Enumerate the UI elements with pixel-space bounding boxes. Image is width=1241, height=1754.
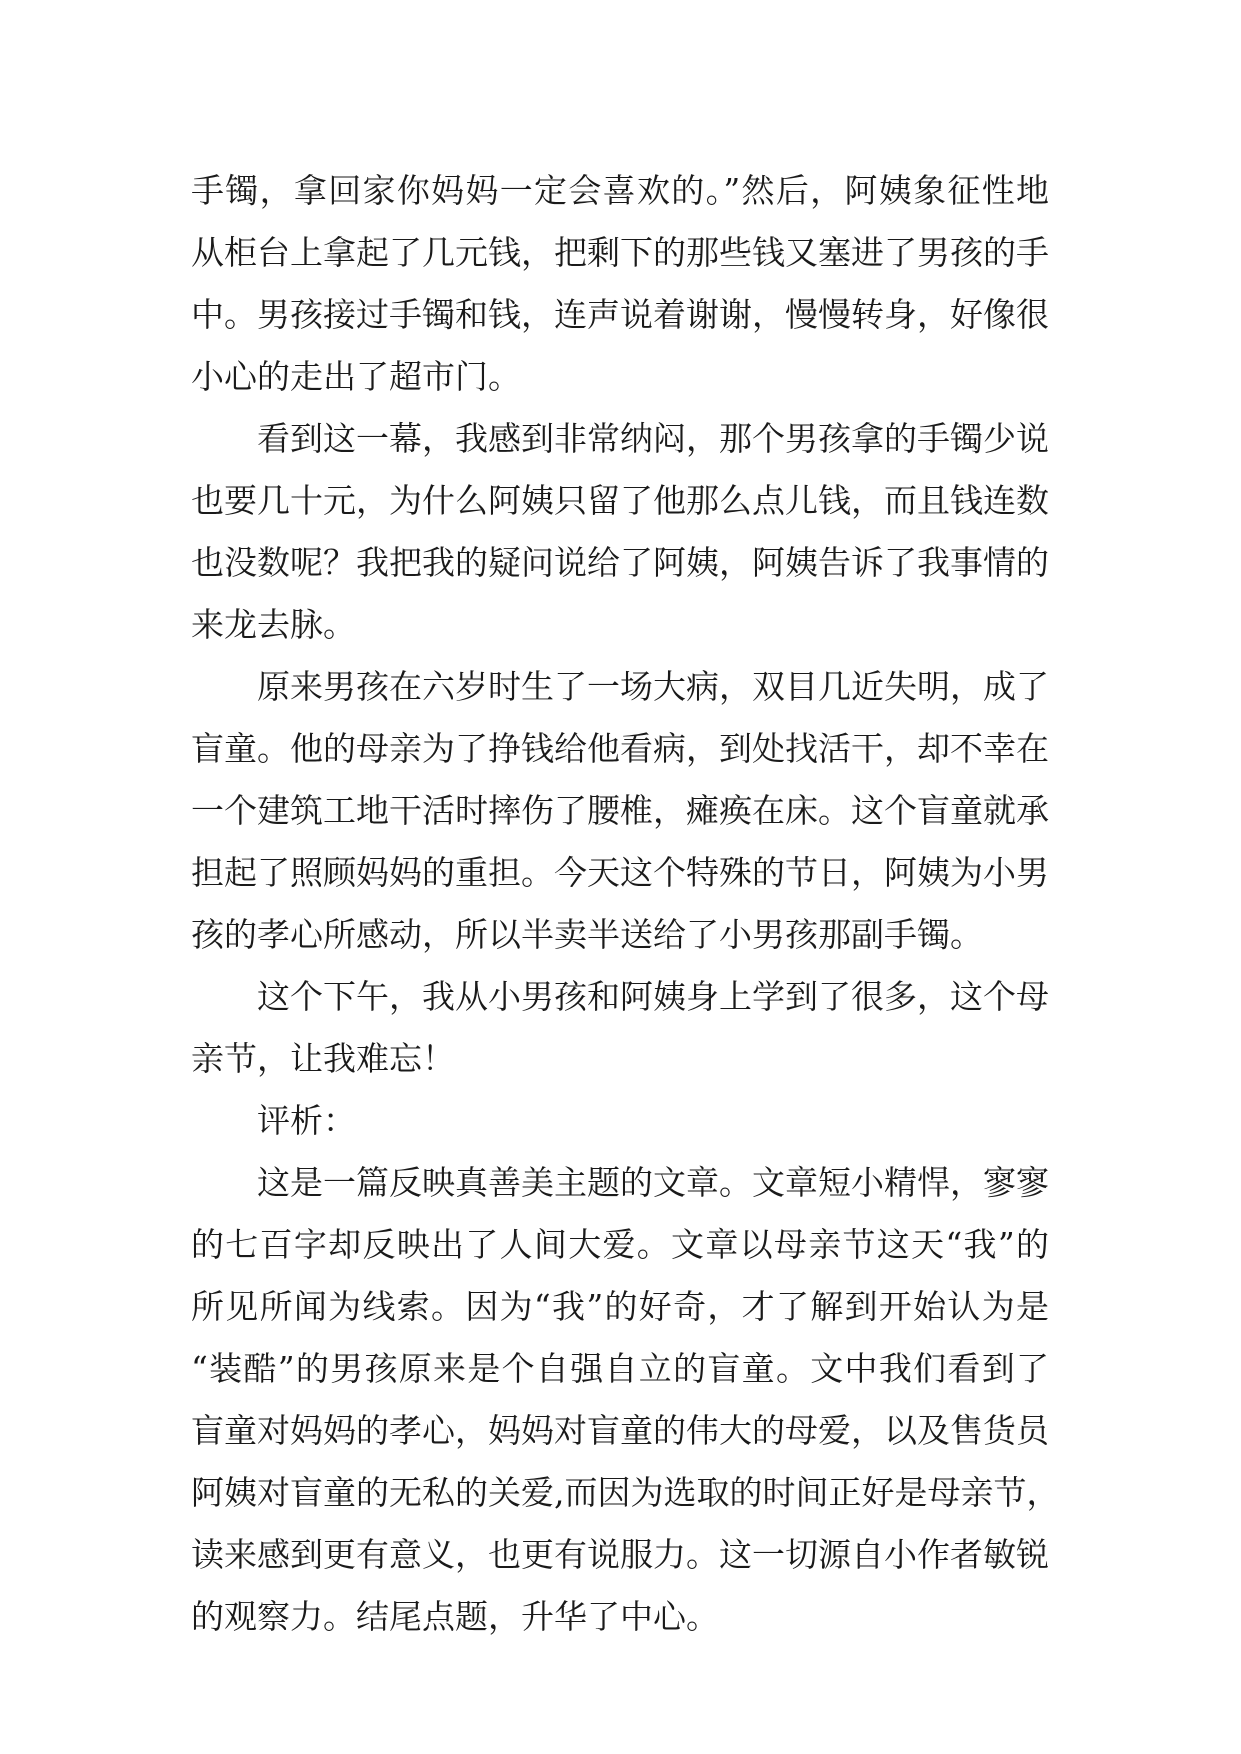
paragraph-first-line: 评析： xyxy=(257,1101,356,1140)
text-line: 孩的孝心所感动，所以半卖半送给了小男孩那副手镯。 xyxy=(191,915,983,954)
text-line: 中。男孩接过手镯和钱，连声说着谢谢，慢慢转身，好像很 xyxy=(191,295,1049,334)
text-line: 亲节，让我难忘！ xyxy=(191,1039,455,1078)
text-line: 阿姨对盲童的无私的关爱,而因为选取的时间正好是母亲节， xyxy=(191,1473,1060,1512)
paragraph-first-line: 原来男孩在六岁时生了一场大病，双目几近失明，成了 xyxy=(257,667,1049,706)
text-line: 的观察力。结尾点题，升华了中心。 xyxy=(191,1597,719,1636)
text-line: 的七百字却反映出了人间大爱。文章以母亲节这天“我”的 xyxy=(191,1225,1049,1264)
text-line: 读来感到更有意义，也更有说服力。这一切源自小作者敏锐 xyxy=(191,1535,1049,1574)
text-line: 小心的走出了超市门。 xyxy=(191,357,521,396)
text-line: 也没数呢？我把我的疑问说给了阿姨，阿姨告诉了我事情的 xyxy=(191,543,1049,582)
text-line: 手镯，拿回家你妈妈一定会喜欢的。”然后，阿姨象征性地 xyxy=(191,171,1049,210)
paragraph-first-line: 这是一篇反映真善美主题的文章。文章短小精悍，寥寥 xyxy=(257,1163,1049,1202)
text-line: 也要几十元，为什么阿姨只留了他那么点儿钱，而且钱连数 xyxy=(191,481,1049,520)
text-line: 担起了照顾妈妈的重担。今天这个特殊的节日，阿姨为小男 xyxy=(191,853,1049,892)
article-body xyxy=(191,160,1060,1648)
text-line: 来龙去脉。 xyxy=(191,605,356,644)
text-line: 所见所闻为线索。因为“我”的好奇，才了解到开始认为是 xyxy=(191,1287,1049,1326)
paragraph-first-line: 看到这一幕，我感到非常纳闷，那个男孩拿的手镯少说 xyxy=(257,419,1049,458)
text-line: 盲童对妈妈的孝心，妈妈对盲童的伟大的母爱，以及售货员 xyxy=(191,1411,1049,1450)
text-line: 一个建筑工地干活时摔伤了腰椎，瘫痪在床。这个盲童就承 xyxy=(191,791,1049,830)
text-line: “装酷”的男孩原来是个自强自立的盲童。文中我们看到了 xyxy=(191,1349,1049,1388)
text-line: 盲童。他的母亲为了挣钱给他看病，到处找活干，却不幸在 xyxy=(191,729,1049,768)
paragraph-first-line: 这个下午，我从小男孩和阿姨身上学到了很多，这个母 xyxy=(257,977,1049,1016)
text-line: 从柜台上拿起了几元钱，把剩下的那些钱又塞进了男孩的手 xyxy=(191,233,1049,272)
